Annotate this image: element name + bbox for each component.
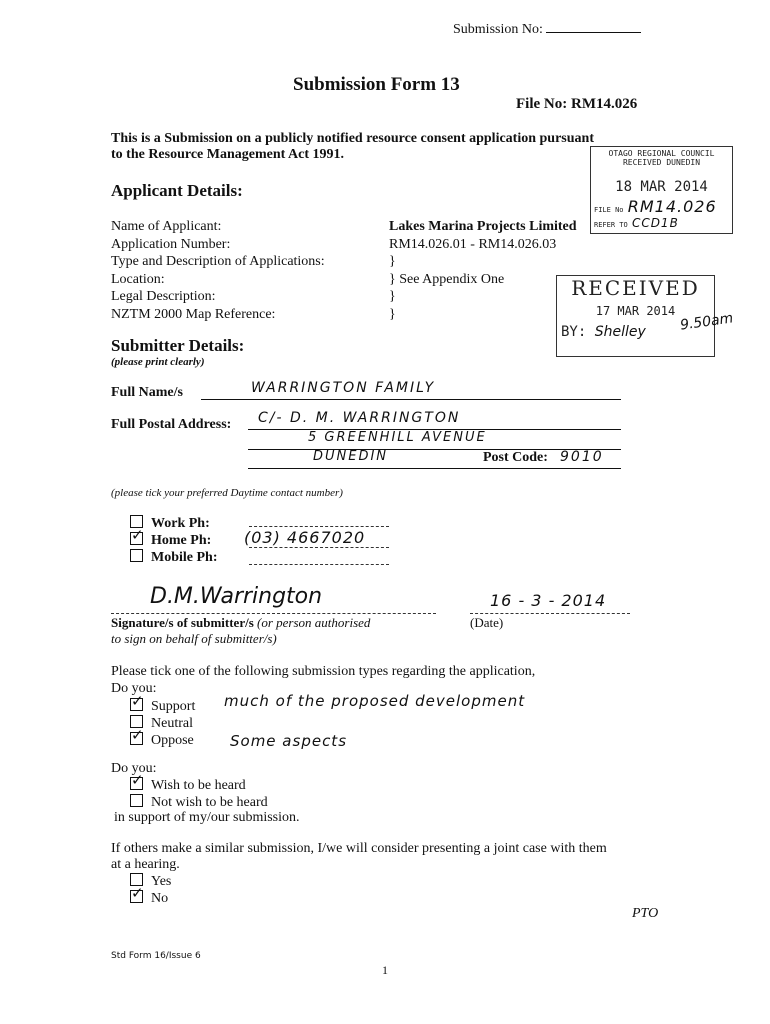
applicant-label-map: NZTM 2000 Map Reference: xyxy=(111,306,276,322)
signature-label xyxy=(111,615,370,631)
applicant-labels xyxy=(111,218,325,323)
types-instruction: Please tick one of the following submission types regarding the application, xyxy=(111,664,536,679)
applicant-heading: Applicant Details: xyxy=(111,181,243,200)
applicant-value-type: } xyxy=(389,254,396,269)
applicant-label-location: Location: xyxy=(111,271,165,287)
form-title: Submission Form 13 xyxy=(293,74,460,95)
wish-heard-option[interactable] xyxy=(130,777,268,794)
oppose-label: Oppose xyxy=(151,733,194,748)
applicant-value-map: } xyxy=(389,306,396,322)
postal-line-3[interactable] xyxy=(248,451,621,469)
support-option[interactable] xyxy=(130,698,195,715)
home-phone-label: Home Ph: xyxy=(151,533,212,548)
joint-no-checkbox[interactable] xyxy=(130,890,143,903)
wish-heard-label: Wish to be heard xyxy=(151,778,246,793)
types-do-you: Do you: xyxy=(111,681,157,696)
heard-tail: in support of my/our submission. xyxy=(114,810,300,825)
stamp-line-1: OTAGO REGIONAL COUNCIL xyxy=(608,149,715,158)
support-note: much of the proposed development xyxy=(224,692,526,710)
oppose-checkbox[interactable] xyxy=(130,732,143,745)
signature-label-bold: Signature/s of submitter/s xyxy=(111,615,254,630)
full-name-value: WARRINGTON FAMILY xyxy=(251,380,436,396)
phone-instruction: (please tick your preferred Daytime contact number) xyxy=(111,487,343,499)
mobile-phone-checkbox[interactable] xyxy=(130,549,143,562)
mobile-phone-field[interactable] xyxy=(249,549,389,565)
post-code-label: Post Code: xyxy=(483,450,548,465)
joint-line-1: If others make a similar submission, I/we will consider presenting a joint case with them xyxy=(111,841,607,856)
stamp-file-no: RM14.026 xyxy=(627,197,717,216)
stamp-line-2: RECEIVED DUNEDIN xyxy=(622,158,701,167)
post-code-value: 9010 xyxy=(560,449,604,465)
home-phone-value: (03) 4667020 xyxy=(244,528,366,547)
stamp-date: 18 MAR 2014 xyxy=(615,179,708,195)
applicant-label-number: Application Number: xyxy=(111,236,231,252)
joint-line-2: at a hearing. xyxy=(111,857,180,872)
heard-do-you: Do you: xyxy=(111,761,157,776)
submitter-heading: Submitter Details: xyxy=(111,336,245,355)
pto: PTO xyxy=(632,906,659,921)
support-label: Support xyxy=(151,699,196,714)
signature-date-value: 16 - 3 - 2014 xyxy=(490,591,607,610)
stamp-refer-label: REFER TO xyxy=(594,221,628,229)
signature-image: D.M.Warrington xyxy=(150,584,323,609)
file-no: File No: RM14.026 xyxy=(516,96,638,112)
signature-line[interactable] xyxy=(111,612,436,614)
applicant-value-number: RM14.026.01 - RM14.026.03 xyxy=(389,236,557,252)
intro-line-1: This is a Submission on a publicly notified resource consent application pursuant xyxy=(111,131,594,146)
applicant-label-name: Name of Applicant: xyxy=(111,219,222,234)
postal-address-label: Full Postal Address: xyxy=(111,417,232,432)
signature-label-line2: to sign on behalf of submitter/s) xyxy=(111,631,277,646)
applicant-label-type: Type and Description of Applications: xyxy=(111,254,325,269)
support-checkbox[interactable] xyxy=(130,698,143,711)
oppose-note: Some aspects xyxy=(230,732,348,750)
joint-options xyxy=(130,873,171,907)
stamp-refer: CCD1B xyxy=(631,216,679,230)
work-phone-field[interactable] xyxy=(249,511,389,527)
not-wish-heard-label: Not wish to be heard xyxy=(151,795,268,810)
applicant-value-location: } See Appendix One xyxy=(389,271,505,287)
page-number: 1 xyxy=(382,963,388,977)
submission-no xyxy=(453,20,641,38)
home-phone-checkbox[interactable] xyxy=(130,532,143,545)
work-phone-label: Work Ph: xyxy=(151,516,210,531)
not-wish-heard-checkbox[interactable] xyxy=(130,794,143,807)
joint-no-label: No xyxy=(151,891,169,906)
joint-no-option[interactable] xyxy=(130,890,171,907)
mobile-phone-option[interactable] xyxy=(130,549,218,566)
joint-yes-label: Yes xyxy=(151,874,172,889)
submission-type-options xyxy=(130,698,195,749)
submitter-subheading: (please print clearly) xyxy=(111,356,205,368)
postal-line-2[interactable] xyxy=(248,432,621,450)
received-by-label: BY: xyxy=(561,324,587,340)
applicant-value-name: Lakes Marina Projects Limited xyxy=(389,219,577,234)
heard-options xyxy=(130,777,268,811)
oppose-option[interactable] xyxy=(130,732,195,749)
received-date: 17 MAR 2014 xyxy=(595,304,676,318)
received-title: RECEIVED xyxy=(571,276,700,300)
stamp-file-no-label: FILE No xyxy=(594,206,624,214)
form-ref: Std Form 16/Issue 6 xyxy=(111,951,201,961)
mobile-phone-label: Mobile Ph: xyxy=(151,550,218,565)
orc-received-stamp xyxy=(590,146,733,234)
submission-no-label: Submission No: xyxy=(453,22,543,37)
wish-heard-checkbox[interactable] xyxy=(130,777,143,790)
postal-line-3-value: DUNEDIN xyxy=(313,449,389,464)
applicant-value-legal: } xyxy=(389,289,396,304)
postal-line-2-value: 5 GREENHILL AVENUE xyxy=(308,430,487,445)
full-name-label: Full Name/s xyxy=(111,385,183,400)
applicant-label-legal: Legal Description: xyxy=(111,289,216,304)
received-by-value: Shelley xyxy=(594,324,646,340)
postal-line-1[interactable] xyxy=(248,412,621,430)
not-wish-heard-option[interactable] xyxy=(130,794,268,811)
signature-label-italic: (or person authorised xyxy=(257,615,371,630)
date-line[interactable] xyxy=(470,612,630,614)
intro-line-2: to the Resource Management Act 1991. xyxy=(111,147,345,162)
home-phone-field[interactable] xyxy=(244,528,389,548)
received-time: 9.50am xyxy=(679,310,735,334)
applicant-values xyxy=(389,218,577,323)
phone-options xyxy=(130,515,218,566)
date-label: (Date) xyxy=(470,615,504,630)
home-phone-option[interactable] xyxy=(130,532,218,549)
neutral-label: Neutral xyxy=(151,716,193,731)
postal-line-1-value: C/- D. M. WARRINGTON xyxy=(258,410,461,426)
full-name-field[interactable] xyxy=(201,382,621,400)
